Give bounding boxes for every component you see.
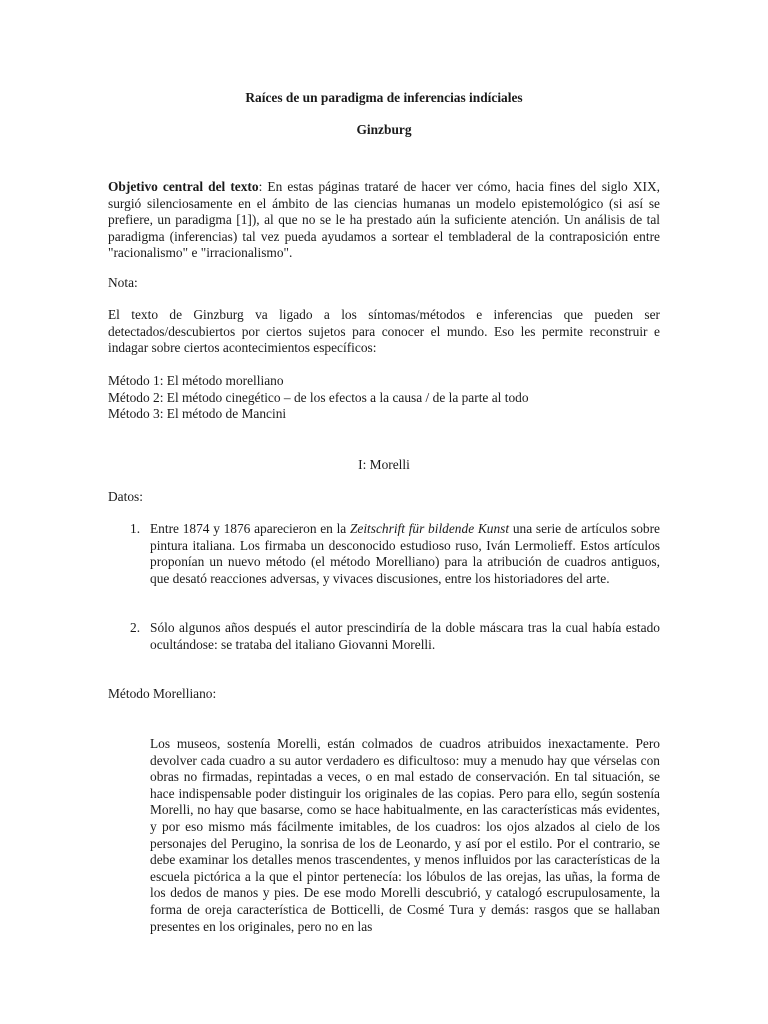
list-item-text: Sólo algunos años después el autor prescindiría de la doble máscara tras la cual había estado ocultándose: se trataba del italiano Giovanni Morelli. — [150, 620, 660, 652]
document-title: Raíces de un paradigma de inferencias indíciales — [245, 90, 523, 105]
method-line: Método 1: El método morelliano — [108, 373, 284, 388]
block-quote: Los museos, sostenía Morelli, están colmados de cuadros atribuidos inexactamente. Pero devolver cada cuadro a su autor verdadero es dificultoso: muy a menudo hay que vérselas con obras no firmadas, repintadas a veces, o en mal estado de conservación. En tal situación, se hace indispensable poder distinguir los originales de las copias. Pero para ello, según sostenía Morelli, no hay que basarse, como se hace habitualmente, en las características más evidentes, y por eso mismo más fácilmente imitables, de los cuadros: los ojos alzados al cielo de los personajes del Perugino, la sonrisa de los de Leonardo, y así por el estilo. Por el contrario, se debe examinar los detalles menos trascendentes, y menos influidos por las características de la escuela pictórica a la que el pintor pertenecía: los lóbulos de las orejas, las uñas, la forma de los dedos de manos y pies. De ese modo Morelli descubrió, y catalogó escrupulosamente, la forma de oreja característica de Botticelli, de Cosmé Tura y demás: rasgos que se hallaban presentes en los originales, pero no en las — [150, 736, 660, 934]
metodo-morelliano-label: Método Morelliano: — [108, 686, 217, 701]
datos-label: Datos: — [108, 489, 143, 504]
document-author: Ginzburg — [356, 122, 412, 137]
objective-text: : En estas páginas trataré de hacer ver cómo, hacia fines del siglo XIX, surgió silenciosamente en el ámbito de las ciencias humanas un modelo epistemológico (si así se prefiere, un paradigma [1]), al que no se le ha prestado aún la suficiente atención. Un análisis de tal paradigma (inferencias) tal vez pueda ayudamos a sortear el tembladeral de la contraposición entre "racionalismo" e "irracionalismo". — [108, 179, 660, 261]
nota-label: Nota: — [108, 275, 138, 290]
method-line: Método 2: El método cinegético – de los efectos a la causa / de la parte al todo — [108, 389, 529, 405]
methods-list — [108, 373, 660, 423]
list-item-text — [150, 521, 660, 587]
objective-paragraph — [108, 179, 660, 262]
list-item-text-part: Entre 1874 y 1876 aparecieron en la — [150, 521, 350, 536]
list-item-number: 2. — [130, 620, 141, 635]
method-line: Método 3: El método de Mancini — [108, 406, 287, 422]
objective-label: Objetivo central del texto — [108, 179, 259, 194]
list-item-number: 1. — [130, 521, 141, 536]
nota-paragraph: El texto de Ginzburg va ligado a los síntomas/métodos e inferencias que pueden ser detectados/descubiertos por ciertos sujetos para conocer el mundo. Eso les permite reconstruir e indagar sobre ciertos acontecimientos específicos: — [108, 307, 660, 356]
section-heading: I: Morelli — [358, 457, 410, 472]
list-item-text-part: una serie de artículos sobre pintura italiana. Los firmaba un desconocido estudioso ruso, Iván Lermolieff. Estos artículos proponían un nuevo método (el método Morelliano) para la atribución de cuadros antiguos, que desató reacciones adversas, y vivaces discusiones, entre los historiadores del arte. — [150, 521, 660, 586]
journal-title: Zeitschrift für bildende Kunst — [349, 521, 510, 536]
